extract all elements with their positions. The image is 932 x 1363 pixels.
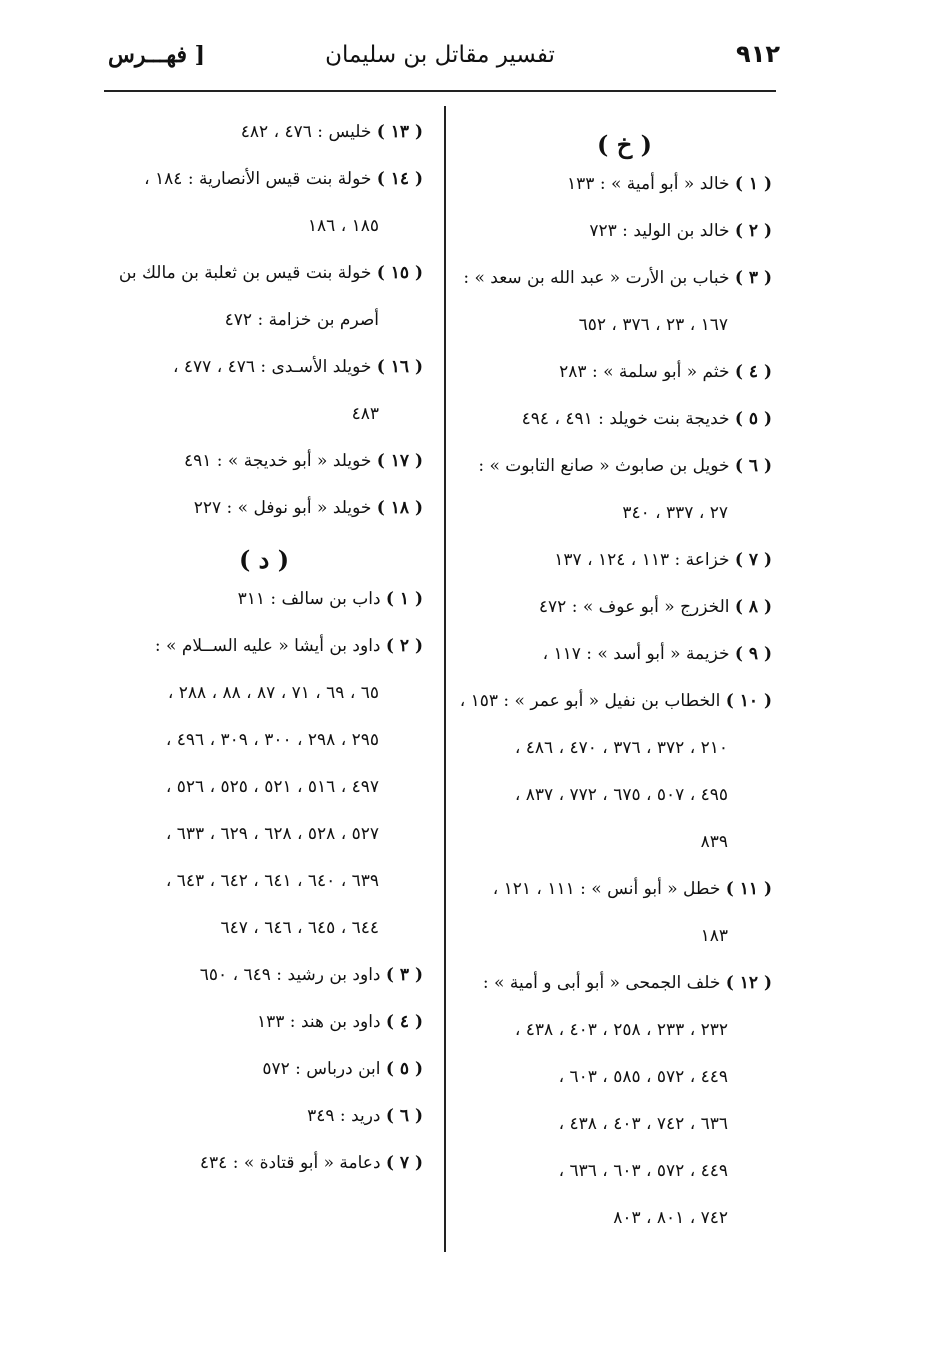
entry-number: ( ١٤ ) xyxy=(376,169,423,189)
entry-continuation: ١٨٥ ، ١٨٦ xyxy=(307,216,379,236)
entry-line xyxy=(477,219,772,243)
entry-number: ( ٩ ) xyxy=(734,644,772,664)
index-entry xyxy=(105,496,423,520)
entry-continuation: ١٦٧ ، ٢٣ ، ٣٧٦ ، ٦٥٢ xyxy=(578,315,728,335)
entry-line xyxy=(105,120,423,144)
entry-number: ( ٦ ) xyxy=(734,456,772,476)
index-entry xyxy=(477,548,772,572)
entry-text: خطل « أبو أنس » : ١١١ ، ١٢١ ، xyxy=(492,879,721,899)
index-entry xyxy=(477,219,772,243)
index-entry xyxy=(105,1151,423,1175)
entry-number: ( ٣ ) xyxy=(734,268,772,288)
entry-continuation: ٤٤٩ ، ٥٧٢ ، ٦٠٣ ، ٦٣٦ ، xyxy=(558,1161,728,1181)
entry-text: ابن درباس : ٥٧٢ xyxy=(262,1059,381,1079)
entry-number: ( ٥ ) xyxy=(734,409,772,429)
index-entry xyxy=(105,1057,423,1081)
book-title: تفسير مقاتل بن سليمان xyxy=(325,42,555,68)
entry-number: ( ٢ ) xyxy=(385,636,423,656)
entry-line xyxy=(105,496,423,520)
entry-line xyxy=(459,689,772,713)
entry-continuation: ٦٣٩ ، ٦٤٠ ، ٦٤١ ، ٦٤٢ ، ٦٤٣ ، xyxy=(165,871,379,891)
entry-text: داب بن سالف : ٣١١ xyxy=(237,589,381,609)
entry-line xyxy=(105,587,423,611)
index-entry xyxy=(477,971,772,1230)
entry-continuation: ٦٣٦ ، ٧٤٢ ، ٤٠٣ ، ٤٣٨ ، xyxy=(558,1114,728,1134)
entry-line xyxy=(477,407,772,431)
entry-line xyxy=(477,595,772,619)
page-number: ٩١٢ xyxy=(736,40,780,68)
left-column xyxy=(105,120,423,1198)
entry-line xyxy=(105,963,423,987)
entry-number: ( ٤ ) xyxy=(734,362,772,382)
section-label: [ فهـــرس xyxy=(108,42,206,68)
entry-number: ( ٧ ) xyxy=(734,550,772,570)
index-entry xyxy=(105,1104,423,1128)
entry-line xyxy=(105,1057,423,1081)
entry-number: ( ٨ ) xyxy=(734,597,772,617)
entry-continuation: ٤٨٣ xyxy=(351,404,379,424)
entry-number: ( ٢ ) xyxy=(734,221,772,241)
entry-text: خويلد الأسـدى : ٤٧٦ ، ٤٧٧ ، xyxy=(173,357,372,377)
entry-number: ( ١ ) xyxy=(385,589,423,609)
entry-text: خالد بن الوليد : ٧٢٣ xyxy=(589,221,730,241)
index-entry xyxy=(477,407,772,431)
entry-text: خولة بنت قيس بن ثعلبة بن مالك بن xyxy=(118,263,372,283)
index-entry xyxy=(105,587,423,611)
entry-text: خلف الجمحى « أبو أبى و أمية » : xyxy=(482,973,721,993)
entry-continuation: ٢١٠ ، ٣٧٢ ، ٣٧٦ ، ٤٧٠ ، ٤٨٦ ، xyxy=(514,738,728,758)
index-entry xyxy=(105,1010,423,1034)
index-entry xyxy=(105,120,423,144)
entry-continuation: ٢٩٥ ، ٢٩٨ ، ٣٠٠ ، ٣٠٩ ، ٤٩٦ ، xyxy=(165,730,379,750)
entry-line xyxy=(477,454,772,478)
entry-continuation: ٨٣٩ xyxy=(700,832,728,852)
entry-line xyxy=(477,172,772,196)
entry-text: الخزرج « أبو عوف » : ٤٧٢ xyxy=(538,597,730,617)
letter-heading: ( خ ) xyxy=(597,130,652,159)
entry-line xyxy=(477,971,772,995)
entry-line xyxy=(463,266,772,290)
entry-number: ( ١٨ ) xyxy=(376,498,423,518)
index-entry xyxy=(459,689,772,854)
entry-text: خولة بنت قيس الأنصارية : ١٨٤ ، xyxy=(144,169,372,189)
index-entry xyxy=(105,167,423,238)
entry-continuation: ٥٢٧ ، ٥٢٨ ، ٦٢٨ ، ٦٢٩ ، ٦٣٣ ، xyxy=(165,824,379,844)
entry-text: خثم « أبو سلمة » : ٢٨٣ xyxy=(559,362,730,382)
index-entry xyxy=(105,449,423,473)
entry-line xyxy=(105,355,423,379)
entry-text: خويلد « أبو نوفل » : ٢٢٧ xyxy=(193,498,372,518)
entry-number: ( ١٥ ) xyxy=(376,263,423,283)
entry-continuation: ٢٧ ، ٣٣٧ ، ٣٤٠ xyxy=(622,503,728,523)
entry-text: الخطاب بن نفيل « أبو عمر » : ١٥٣ ، xyxy=(459,691,721,711)
entry-line xyxy=(477,360,772,384)
entry-continuation: أصرم بن خزامة : ٤٧٢ xyxy=(224,310,379,330)
entry-text: داود بن رشيد : ٦٤٩ ، ٦٥٠ xyxy=(199,965,381,985)
index-entry xyxy=(105,634,423,940)
entry-number: ( ١٧ ) xyxy=(376,451,423,471)
entry-text: دعامة « أبو قتادة » : ٤٣٤ xyxy=(199,1153,381,1173)
entry-text: دريد : ٣٤٩ xyxy=(307,1106,381,1126)
entry-text: خزيمة « أبو أسد » : ١١٧ ، xyxy=(542,644,730,664)
entry-line xyxy=(105,1151,423,1175)
entry-continuation: ١٨٣ xyxy=(700,926,728,946)
entry-number: ( ٥ ) xyxy=(385,1059,423,1079)
index-entry xyxy=(105,355,423,426)
letter-heading: ( د ) xyxy=(238,545,290,574)
entry-line xyxy=(105,167,423,191)
index-entry xyxy=(105,963,423,987)
entry-line xyxy=(105,1104,423,1128)
entry-continuation: ٢٣٢ ، ٢٣٣ ، ٢٥٨ ، ٤٠٣ ، ٤٣٨ ، xyxy=(514,1020,728,1040)
entry-continuation: ٤٤٩ ، ٥٧٢ ، ٥٨٥ ، ٦٠٣ ، xyxy=(558,1067,728,1087)
index-entry xyxy=(477,877,772,948)
index-entry xyxy=(477,595,772,619)
entry-text: خزاعة : ١١٣ ، ١٢٤ ، ١٣٧ xyxy=(554,550,730,570)
entry-text: خديجة بنت خويلد : ٤٩١ ، ٤٩٤ xyxy=(521,409,730,429)
index-entry xyxy=(105,261,423,332)
entry-line xyxy=(105,449,423,473)
entry-text: خباب بن الأرت « عبد الله بن سعد » : xyxy=(463,268,730,288)
entry-text: خويلد « أبو خديجة » : ٤٩١ xyxy=(183,451,372,471)
entry-continuation: ٤٩٧ ، ٥١٦ ، ٥٢١ ، ٥٢٥ ، ٥٢٦ ، xyxy=(165,777,379,797)
entry-text: داود بن هند : ١٣٣ xyxy=(257,1012,381,1032)
entry-line xyxy=(105,261,423,285)
entry-line xyxy=(477,642,772,666)
entry-line xyxy=(105,634,423,658)
entry-line xyxy=(477,877,772,901)
entry-line xyxy=(105,1010,423,1034)
entry-number: ( ١٦ ) xyxy=(376,357,423,377)
entry-continuation: ٦٥ ، ٦٩ ، ٧١ ، ٨٧ ، ٨٨ ، ٢٨٨ ، xyxy=(167,683,379,703)
entry-text: خليس : ٤٧٦ ، ٤٨٢ xyxy=(240,122,372,142)
entry-number: ( ١١ ) xyxy=(725,879,772,899)
entry-number: ( ٣ ) xyxy=(385,965,423,985)
column-divider xyxy=(444,106,446,1252)
index-entry xyxy=(477,454,772,525)
page-header xyxy=(100,32,780,84)
entry-continuation: ٦٤٤ ، ٦٤٥ ، ٦٤٦ ، ٦٤٧ xyxy=(220,918,379,938)
entry-continuation: ٧٤٢ ، ٨٠١ ، ٨٠٣ xyxy=(613,1208,728,1228)
entry-number: ( ٦ ) xyxy=(385,1106,423,1126)
entry-text: داود بن أيشا « عليه الســلام » : xyxy=(154,636,381,656)
header-rule xyxy=(104,90,776,92)
entry-text: خويل بن صابوث « صانع التابوت » : xyxy=(478,456,730,476)
right-column xyxy=(459,120,772,1253)
entry-number: ( ٧ ) xyxy=(385,1153,423,1173)
entry-number: ( ٤ ) xyxy=(385,1012,423,1032)
index-entry xyxy=(477,642,772,666)
index-entry xyxy=(477,172,772,196)
entry-number: ( ١٠ ) xyxy=(725,691,772,711)
entry-text: خالد « أبو أمية » : ١٣٣ xyxy=(567,174,730,194)
entry-continuation: ٤٩٥ ، ٥٠٧ ، ٦٧٥ ، ٧٧٢ ، ٨٣٧ ، xyxy=(514,785,728,805)
entry-line xyxy=(477,548,772,572)
entry-number: ( ١ ) xyxy=(734,174,772,194)
index-entry xyxy=(477,360,772,384)
entry-number: ( ١٢ ) xyxy=(725,973,772,993)
index-entry xyxy=(463,266,772,337)
entry-number: ( ١٣ ) xyxy=(376,122,423,142)
